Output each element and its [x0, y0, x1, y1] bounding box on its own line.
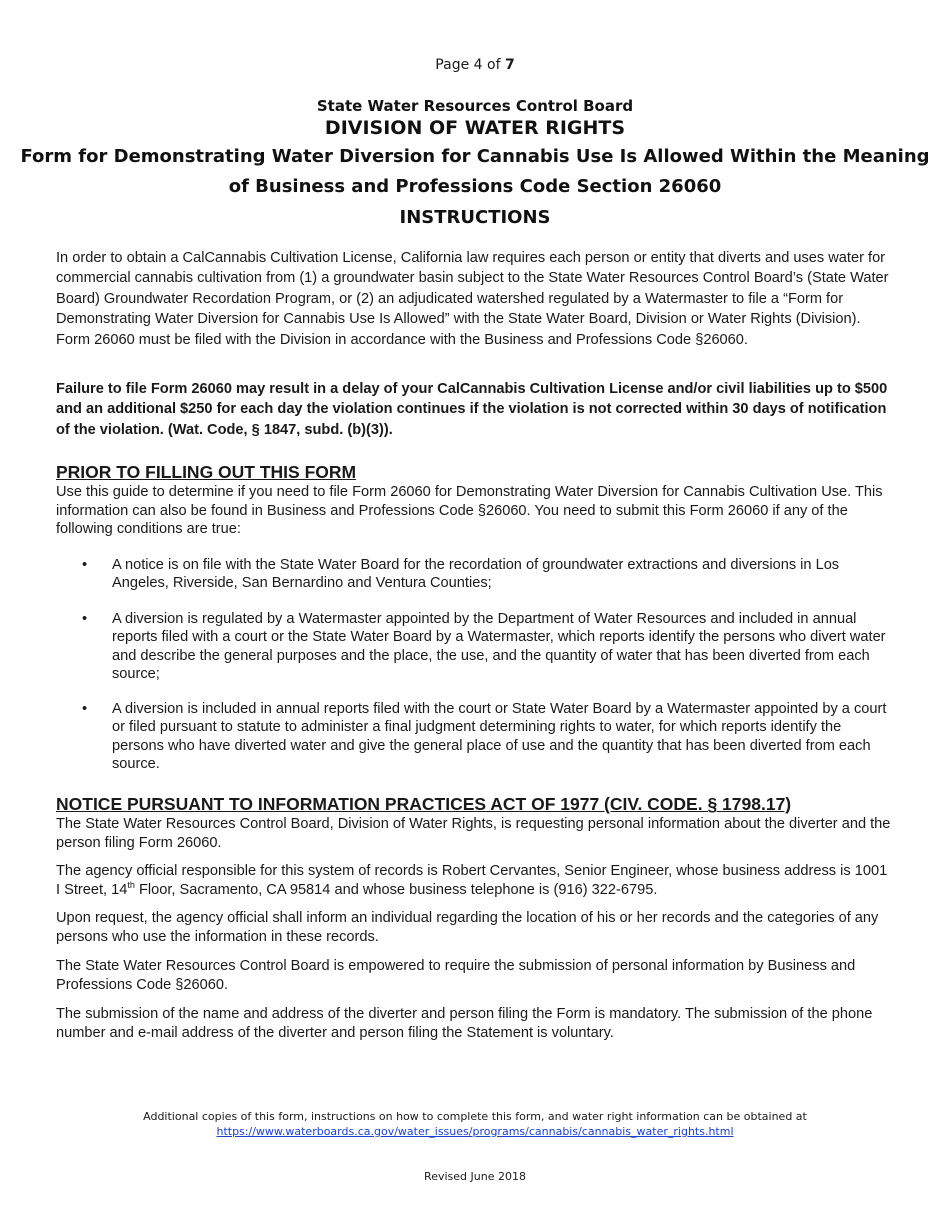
- list-item: • A notice is on file with the State Water Board for the recordation of groundwater extractions and diversions in Los Angeles, Riverside, San Bernardino and Ventura Counties;: [56, 556, 894, 593]
- section-prior-title: PRIOR TO FILLING OUT THIS FORM: [56, 462, 357, 482]
- bullet-list: [56, 610, 894, 684]
- page-label: Page 4 of: [435, 57, 505, 73]
- instructions-heading: INSTRUCTIONS: [399, 207, 551, 228]
- footer-link[interactable]: https://www.waterboards.ca.gov/water_issues/programs/cannabis/cannabis_water_rights.html: [216, 1125, 734, 1138]
- form-title-line-2: of Business and Professions Code Section 26060: [228, 176, 722, 197]
- notice-paragraph-1: The State Water Resources Control Board, Division of Water Rights, is requesting personal information about the diverter and the person filing Form 26060.: [56, 816, 891, 851]
- bullet-list: [56, 556, 894, 593]
- footer-note: Additional copies of this form, instructions on how to complete this form, and water right information can be obtained at: [143, 1110, 807, 1123]
- page-number: [0, 57, 950, 73]
- section-prior-body: Use this guide to determine if you need to file Form 26060 for Demonstrating Water Diversion for Cannabis Cultivation Use. This information can also be found in Business and Professions Code §26060. You need to submit this Form 26060 if any of the following conditions are true:: [56, 484, 883, 538]
- division-title: DIVISION OF WATER RIGHTS: [324, 117, 626, 139]
- notice-paragraph-2: [56, 862, 894, 899]
- page-total: 7: [504, 57, 515, 73]
- notice-paragraph-3: Upon request, the agency official shall inform an individual regarding the location of his or her records and the categories of any persons who use the information in these records.: [56, 910, 879, 945]
- list-item: • A diversion is included in annual reports filed with the court or State Water Board by a Watermaster appointed by a court or filed pursuant to statute to administer a final judgment determining rights to water, for which reports identify the persons who have diverted water and give the general place of use and the quantity that has been diverted from each source.: [56, 700, 894, 774]
- notice-p2-sup: th: [127, 879, 135, 890]
- notice-p2-part-a: The agency official responsible for this system of records is Robert Cervantes, Senior Engineer, whose business address is 1001 I Street, 14: [56, 863, 888, 898]
- section-notice-title: NOTICE PURSUANT TO INFORMATION PRACTICES ACT OF 1977 (CIV. CODE. § 1798.17): [56, 794, 792, 814]
- notice-paragraph-4: The State Water Resources Control Board is empowered to require the submission of personal information by Business and Professions Code §26060.: [56, 958, 856, 993]
- bullet-list: [56, 700, 894, 774]
- notice-p2-part-b: Floor, Sacramento, CA 95814 and whose business telephone is (916) 322-6795.: [134, 881, 658, 898]
- notice-paragraph-5: The submission of the name and address of the diverter and person filing the Form is mandatory. The submission of the phone number and e-mail address of the diverter and person filing the Statement is voluntary.: [56, 1006, 873, 1041]
- agency-name: State Water Resources Control Board: [316, 97, 634, 115]
- footer-revised: Revised June 2018: [424, 1170, 526, 1183]
- list-item: • A diversion is regulated by a Watermaster appointed by the Department of Water Resources and included in annual reports filed with a court or the State Water Board by a Watermaster, which reports identify the persons who divert water and describe the general purposes and the place, the use, and the quantity of water that has been diverted from each source;: [56, 610, 894, 684]
- warning-paragraph: Failure to file Form 26060 may result in a delay of your CalCannabis Cultivation License and/or civil liabilities up to $500 and an additional $250 for each day the violation continues if the violation is not corrected within 30 days of notification of the violation. (Wat. Code, § 1847, subd. (b)(3)).: [56, 381, 888, 438]
- intro-paragraph: In order to obtain a CalCannabis Cultivation License, California law requires each person or entity that diverts and uses water for commercial cannabis cultivation from (1) a groundwater basin subject to the State Water Resources Control Board’s (State Water Board) Groundwater Recordation Program, or (2) an adjudicated watershed regulated by a Watermaster to file a “Form for Demonstrating Water Diversion for Cannabis Use Is Allowed” with the State Water Board, Division or Water Rights (Division). Form 26060 must be filed with the Division in accordance with the Business and Professions Code §26060.: [56, 250, 889, 348]
- form-title-line-1: Form for Demonstrating Water Diversion for Cannabis Use Is Allowed Within the Meaning: [20, 146, 930, 167]
